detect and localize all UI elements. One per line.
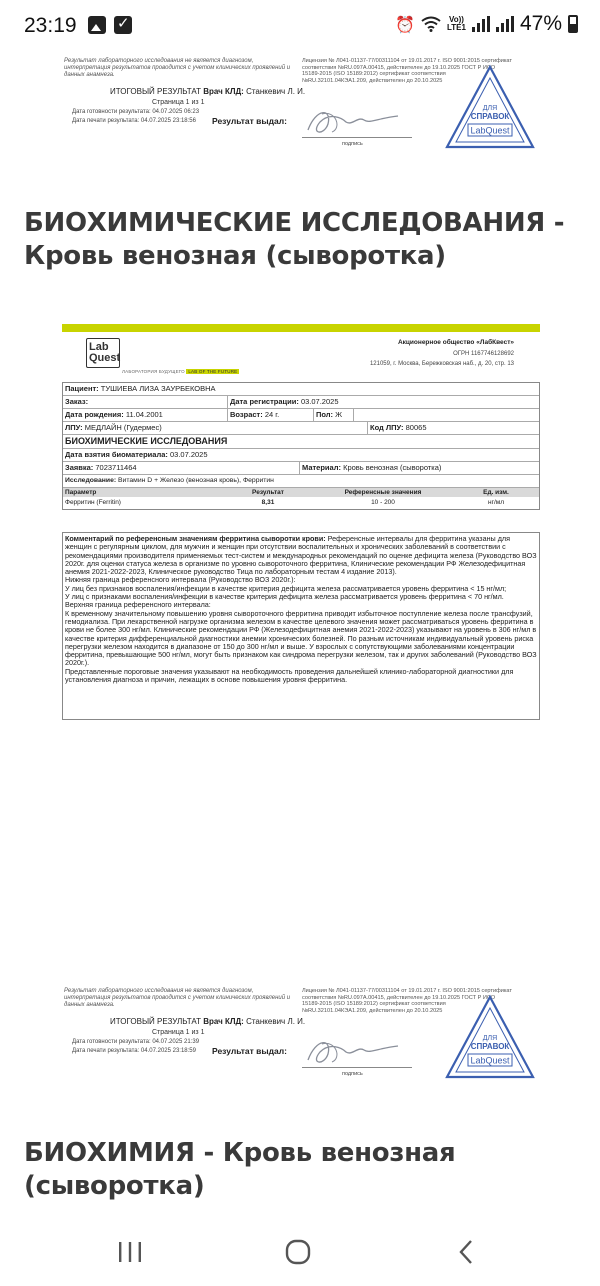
request-row: Заявка: 7023711464 Материал: Кровь венозная (сыворотка) <box>63 462 539 475</box>
reference-comment: Комментарий по референсным значениям ферритина сыворотки крови: Референсные интервалы для ферритина указаны для женщин с регулярным циклом, для мужчин и женщин при отсутствии воспалительных и хронических заболеваний в соответствии с рекомендациями производителя применяемых тест-систем и международных рекомендаций по оценке дефицита железа (Руководство ВОЗ 2020г. для оценки статуса железа в организме по уровню сывороточного ферритина, Клинические рекомендации РФ Железодефицитная анемия 2021-2022-2023, Клиническое руководство Тица по лабораторным тестам 4 издание 2013). Нижняя граница референсного интервала (Руководство ВОЗ 2020г.): У лиц без признаков воспаления/инфекции в качестве критерия дефицита железа рассматривается уровень ферритина < 15 нг/мл; У лиц с признаками воспаления/инфекции в качестве критерия дефицита железа рассматривается уровень ферритина < 70 нг/мл. Верхняя граница референсного интервала: К временному значительному повышению уровня сывороточного ферритина приводит избыточное поступление железа после трансфузий, гемодиализа. При лекарственной нагрузке организма железом в качестве целевого значения может рассматриваться уровень ферритина в крови не более 300 нг/мл. Клинические рекомендации РФ (Железодефицитная анемия 2021-2022-2023) указывают на уровень в 306 нг/мл в качестве критерия дифференциальной диагностики анемии хронических болезней. По разным источникам индивидуальный уровень риска перегрузки железом находится в диапазоне от 150 до 300 нг/мл и выше. У взрослых с сопутствующими заболеваниями концентрации ферритина, превышающие 500 нг/мл, могут быть признаком как синдрома перегрузки железом, так и других заболеваний (Руководство ВОЗ 2020г.). Представленные пороговые значения указывают на необходимость проведения дальнейшей клинико-лабораторной диагностики для установления диагноза и причин, лежащих в основе повышения уровня ферритина. <box>62 532 540 720</box>
report-accent-bar <box>62 324 540 332</box>
gallery-notification-icon <box>88 16 106 34</box>
result-unit: нг/мл <box>487 499 505 506</box>
dob-row: Дата рождения: 11.04.2001 Возраст: 24 г. Пол: Ж <box>63 409 539 422</box>
home-icon <box>284 1238 312 1266</box>
results-table-header <box>63 488 539 497</box>
logo-tagline: ЛАБОРАТОРИЯ БУДУЩЕГО LAB OF THE FUTURE <box>122 369 238 374</box>
task-notification-icon <box>114 16 132 34</box>
status-right <box>395 12 578 36</box>
footer-issued-label: Результат выдал: <box>212 116 287 126</box>
signature-label: подпись <box>342 141 363 147</box>
status-bar <box>0 0 600 54</box>
footer-ready-date: Дата готовности результата: 04.07.2025 21:39 <box>72 1039 200 1045</box>
footer-ready-date: Дата готовности результата: 04.07.2025 06:23 <box>72 109 200 115</box>
alarm-icon: ⏰ <box>395 14 415 34</box>
result-parameter: Ферритин (Ferritin) <box>65 499 121 506</box>
section-heading-biochemistry-studies: БИОХИМИЧЕСКИЕ ИССЛЕДОВАНИЯ - Кровь венозная (сыворотка) <box>24 208 565 271</box>
signature-line <box>302 1067 412 1068</box>
signature-label: подпись <box>342 1071 363 1077</box>
signature-image <box>302 1034 402 1068</box>
footer-print-date: Дата печати результата: 04.07.2025 23:18:59 <box>72 1048 196 1054</box>
footer-license: Лицензия № Л041-01137-77/00311104 от 19.01.2017 г. ISO 9001:2015 сертификат соответствия №RU.097А.00415, действителен до 19.10.2025 ГОСТ Р ИСО 15189-2015 (ISO 15189:2012) сертификат соответствия №RU.32101.04КЭА1.209, действителен до 20.10.2025 <box>302 58 512 84</box>
signal-icon-sim2 <box>496 16 514 32</box>
header-reference: Референсные значения <box>344 489 422 496</box>
company-ogrn: ОГРН 1167746128692 <box>453 351 514 357</box>
results-table <box>63 488 539 509</box>
footer-disclaimer: Результат лабораторного исследования не является диагнозом, интерпретация результатов проводится с учетом клинических проявлений и данных анамнеза. <box>64 58 291 78</box>
report-footer-top <box>62 56 540 156</box>
patient-row: Пациент: ТУШИЕВА ЛИЗА ЗАУРБЕКОВНА <box>63 383 539 396</box>
comment-title: Комментарий по референсным значениям ферритина сыворотки крови: <box>65 534 326 543</box>
status-time: 23:19 <box>24 14 77 37</box>
company-address: 121059, г. Москва, Бережковская наб., д. 20, стр. 13 <box>369 361 514 367</box>
section-heading-biochemistry: БИОХИМИЯ - Кровь венозная (сыворотка) <box>24 1138 456 1201</box>
labquest-stamp <box>444 64 536 150</box>
footer-page: Страница 1 из 1 <box>152 99 205 106</box>
labquest-logo: Lab Quest <box>86 338 120 368</box>
recent-apps-icon <box>117 1241 143 1263</box>
lpu-row: ЛПУ: МЕДЛАЙН (Гудермес) Код ЛПУ: 80065 <box>63 422 539 435</box>
result-value: 8,31 <box>261 499 275 506</box>
order-row: Заказ: Дата регистрации: 03.07.2025 <box>63 396 539 409</box>
footer-final-result: ИТОГОВЫЙ РЕЗУЛЬТАТ Врач КЛД: Станкевич Л. И. <box>110 87 306 96</box>
study-row: Исследование: Витамин D + Железо (венозная кровь), Ферритин <box>63 475 539 488</box>
result-reference: 10 - 200 <box>371 499 395 506</box>
patient-name: ТУШИЕВА ЛИЗА ЗАУРБЕКОВНА <box>100 384 216 393</box>
sample-date-row: Дата взятия биоматериала: 03.07.2025 <box>63 449 539 462</box>
svg-text:ДЛЯ: ДЛЯ <box>482 1035 498 1042</box>
signature-image <box>302 104 402 138</box>
header-parameter: Параметр <box>65 489 97 496</box>
notification-icons <box>88 16 132 34</box>
report-section-title: БИОХИМИЧЕСКИЕ ИССЛЕДОВАНИЯ <box>63 435 539 449</box>
labquest-stamp <box>444 994 536 1080</box>
home-button[interactable] <box>268 1232 328 1272</box>
lab-report <box>62 324 540 722</box>
footer-license: Лицензия № Л041-01137-77/00311104 от 19.01.2017 г. ISO 9001:2015 сертификат соответствия №RU.097А.00415, действителен до 19.10.2025 ГОСТ Р ИСО 15189-2015 (ISO 15189:2012) сертификат соответствия №RU.32101.04КЭА1.209, действителен до 20.10.2025 <box>302 988 512 1014</box>
volte-indicator: Vo)) LTE1 <box>447 15 466 32</box>
svg-text:ДЛЯ: ДЛЯ <box>482 105 498 112</box>
signal-icon-sim1 <box>472 16 490 32</box>
company-name: Акционерное общество «ЛабКвест» <box>397 339 514 346</box>
system-navigation-bar <box>0 1214 600 1286</box>
recent-apps-button[interactable] <box>100 1232 160 1272</box>
svg-text:СПРАВОК: СПРАВОК <box>470 112 510 121</box>
back-icon <box>456 1239 476 1265</box>
footer-disclaimer: Результат лабораторного исследования не является диагнозом, интерпретация результатов проводится с учетом клинических проявлений и данных анамнеза. <box>64 988 291 1008</box>
header-unit: Ед. изм. <box>483 489 509 496</box>
battery-percent: 47% <box>519 12 562 35</box>
footer-page: Страница 1 из 1 <box>152 1029 205 1036</box>
report-footer-bottom <box>62 986 540 1086</box>
battery-icon <box>568 15 578 33</box>
table-row <box>63 497 539 509</box>
svg-text:LabQuest: LabQuest <box>470 1055 510 1066</box>
footer-final-result: ИТОГОВЫЙ РЕЗУЛЬТАТ Врач КЛД: Станкевич Л. И. <box>110 1017 306 1026</box>
svg-text:СПРАВОК: СПРАВОК <box>470 1042 510 1051</box>
header-result: Результат <box>252 489 284 496</box>
back-button[interactable] <box>436 1232 496 1272</box>
footer-print-date: Дата печати результата: 04.07.2025 23:18:56 <box>72 118 196 124</box>
wifi-icon <box>421 16 441 32</box>
svg-text:LabQuest: LabQuest <box>470 125 510 136</box>
signature-line <box>302 137 412 138</box>
footer-issued-label: Результат выдал: <box>212 1046 287 1056</box>
patient-info-grid <box>62 382 540 510</box>
